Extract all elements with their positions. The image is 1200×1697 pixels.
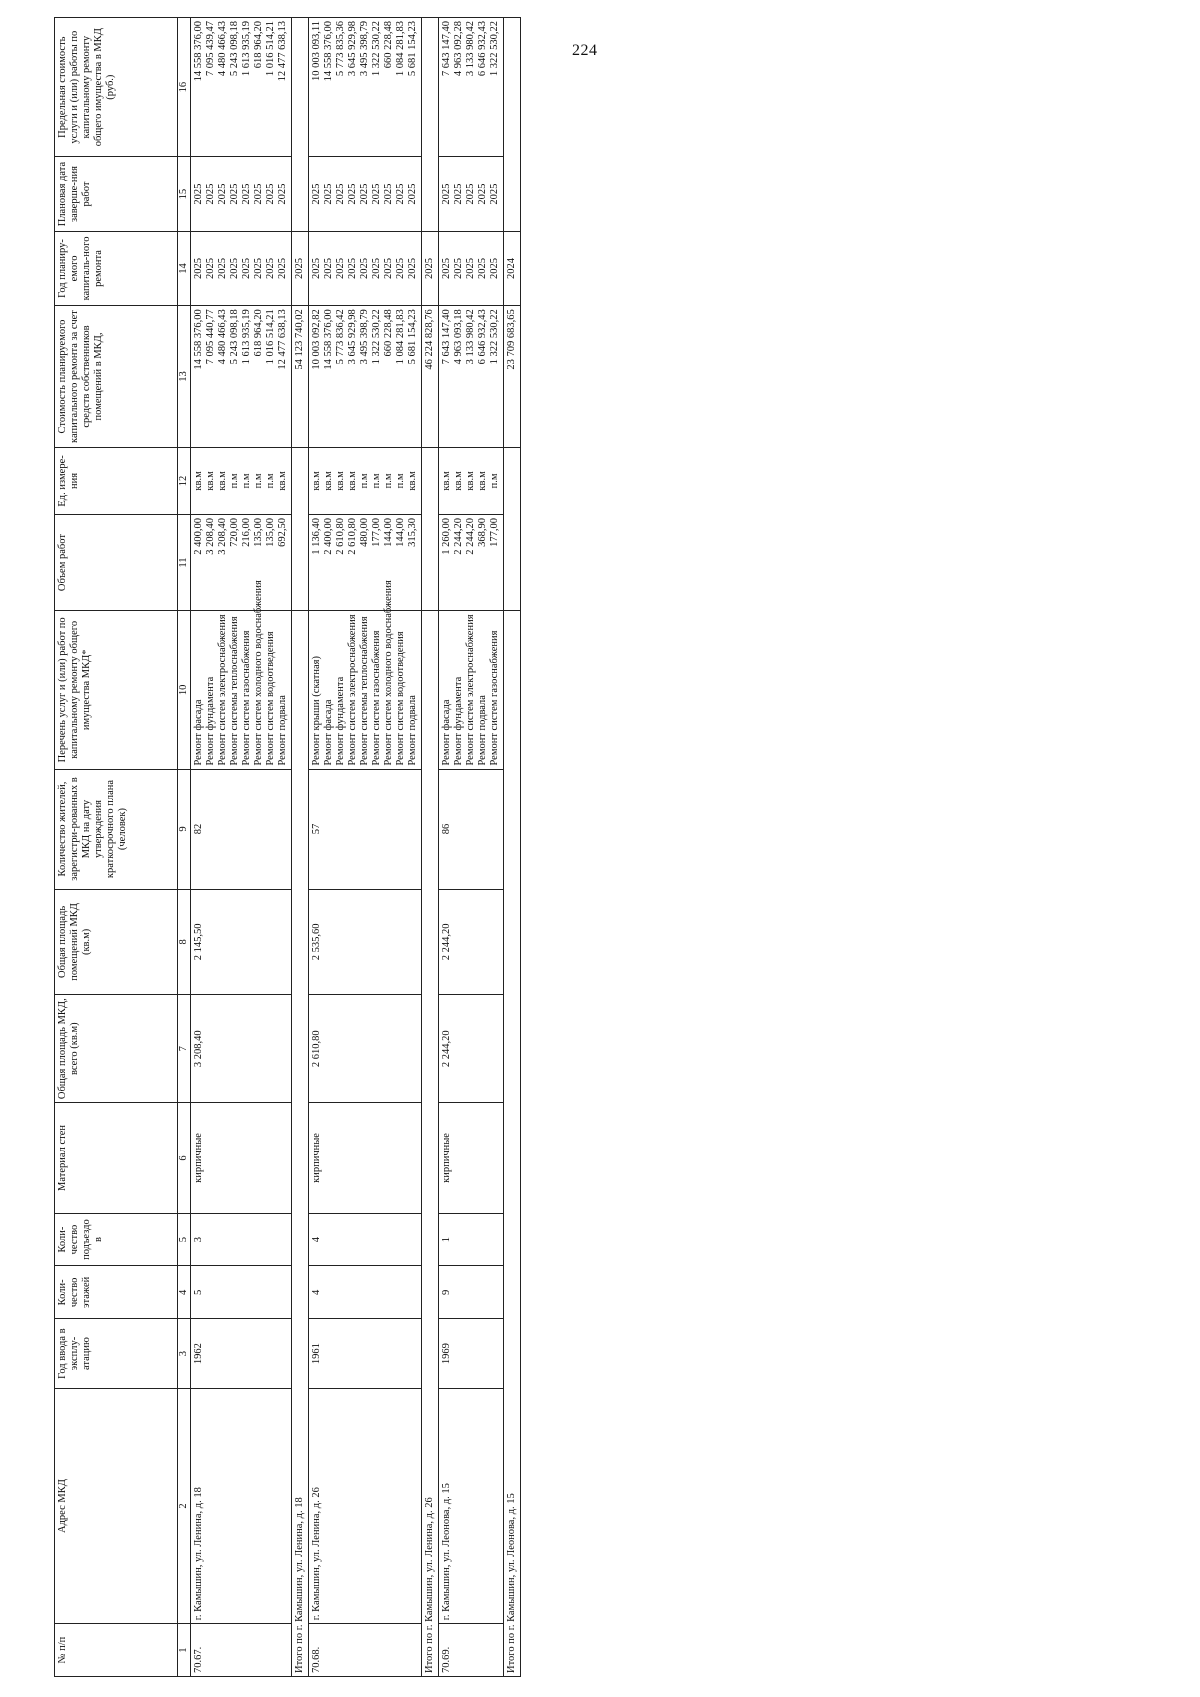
finish-date-list [191,157,292,231]
work-plan-year: 2025 [453,257,464,279]
header-cell: Коли-чество подъездо в [55,1213,178,1266]
page-number: 224 [572,42,598,59]
work-cost: 618 964,20 [253,309,264,357]
work-volume: 135,00 [253,518,264,547]
wall-material-cell: кирпичные [439,1103,504,1213]
total-label: Итого по г. Камышин, ул. Ленина, д. 18 [292,611,309,1677]
column-number: 1 [178,1624,191,1677]
work-finish-date: 2025 [371,183,382,205]
work-name: Ремонт фундамента [453,676,464,766]
work-finish-date: 2025 [335,183,346,205]
limit-cost-list [439,18,504,157]
work-plan-year: 2025 [371,257,382,279]
work-cost: 1 322 530,22 [489,309,500,365]
work-limit-cost: 3 645 929,98 [347,21,358,77]
work-volume: 144,00 [383,518,394,547]
work-volume: 480,00 [359,518,370,547]
work-unit: п.м [253,473,264,489]
total-year: 2025 [422,231,439,305]
work-unit: кв.м [477,471,488,491]
work-limit-cost: 10 003 093,11 [311,21,322,81]
work-cost: 10 003 092,82 [311,309,322,370]
work-name: Ремонт фасада [193,699,204,766]
column-number: 4 [178,1266,191,1319]
work-name: Ремонт систем водоотведения [395,631,406,766]
work-name: Ремонт фасада [323,699,334,766]
work-finish-date: 2025 [489,183,500,205]
total-year: 2024 [504,231,521,305]
residents-cell: 57 [309,769,422,889]
work-unit: кв.м [205,471,216,491]
work-finish-date: 2025 [383,183,394,205]
work-finish-date: 2025 [395,183,406,205]
work-limit-cost: 14 558 376,00 [323,21,334,82]
work-volume: 177,00 [489,518,500,547]
work-limit-cost: 7 643 147,40 [441,21,452,77]
work-limit-cost: 5 773 835,36 [335,21,346,77]
column-number: 12 [178,447,191,514]
work-name: Ремонт систем водоотведения [265,631,276,766]
row-number: 70.68. [309,1624,422,1677]
column-number: 5 [178,1213,191,1266]
work-plan-year: 2025 [407,257,418,279]
residents-cell: 82 [191,769,292,889]
work-limit-cost: 5 681 154,23 [407,21,418,77]
work-limit-cost: 4 963 092,28 [453,21,464,77]
work-unit: кв.м [465,471,476,491]
work-cost: 7 095 440,77 [205,309,216,365]
plan-year-list [439,231,504,305]
volume-list [439,515,504,611]
year-built-cell: 1961 [309,1319,422,1389]
address-cell: г. Камышин, ул. Ленина, д. 18 [191,1388,292,1623]
column-number: 2 [178,1388,191,1623]
limit-cost-list [191,18,292,157]
work-volume: 1 260,00 [441,518,452,555]
column-number: 3 [178,1319,191,1389]
work-volume: 2 400,00 [193,518,204,555]
work-unit: кв.м [311,471,322,491]
header-cell: Адрес МКД [55,1388,178,1623]
total-label: Итого по г. Камышин, ул. Ленина, д. 26 [422,611,439,1677]
work-cost: 660 228,48 [383,309,394,357]
work-finish-date: 2025 [265,183,276,205]
work-cost: 1 016 514,21 [265,309,276,365]
work-cost: 5 773 836,42 [335,309,346,365]
total-area-cell: 3 208,40 [191,995,292,1103]
row-number: 70.67. [191,1624,292,1677]
work-limit-cost: 12 477 638,13 [277,21,288,82]
table-body [191,18,521,1677]
work-volume: 368,90 [477,518,488,547]
column-number: 9 [178,769,191,889]
entrances-cell: 4 [309,1213,422,1266]
wall-material-cell: кирпичные [191,1103,292,1213]
column-number: 13 [178,306,191,448]
work-name: Ремонт подвала [277,695,288,766]
work-volume: 177,00 [371,518,382,547]
rooms-area-cell: 2 244,20 [439,889,504,995]
work-volume: 1 136,40 [311,518,322,555]
work-plan-year: 2025 [277,257,288,279]
total-cost: 54 123 740,02 [292,306,309,448]
capital-repair-plan-table [54,17,521,1677]
work-unit: кв.м [441,471,452,491]
work-finish-date: 2025 [477,183,488,205]
column-number: 8 [178,889,191,995]
work-plan-year: 2025 [489,257,500,279]
work-finish-date: 2025 [359,183,370,205]
work-unit: кв.м [217,471,228,491]
work-name: Ремонт подвала [477,695,488,766]
entrances-cell: 3 [191,1213,292,1266]
work-volume: 216,00 [241,518,252,547]
works-list [309,580,422,769]
rooms-area-cell: 2 145,50 [191,889,292,995]
work-plan-year: 2025 [323,257,334,279]
work-limit-cost: 3 495 398,79 [359,21,370,77]
address-cell: г. Камышин, ул. Ленина, д. 26 [309,1388,422,1623]
work-plan-year: 2025 [311,257,322,279]
column-number: 10 [178,611,191,769]
volume-list [309,515,422,611]
work-volume: 2 400,00 [323,518,334,555]
header-cell: Год планиру-емого капиталь-ного ремонта [55,231,178,305]
total-year: 2025 [292,231,309,305]
cost-list [439,306,504,448]
empty-cell [292,447,309,610]
work-plan-year: 2025 [395,257,406,279]
limit-cost-list [309,18,422,157]
work-unit: п.м [383,473,394,489]
work-limit-cost: 1 613 935,19 [241,21,252,77]
work-cost: 1 613 935,19 [241,309,252,365]
work-unit: п.м [395,473,406,489]
work-plan-year: 2025 [477,257,488,279]
work-cost: 5 681 154,23 [407,309,418,365]
empty-cell [422,18,439,232]
work-volume: 3 208,40 [205,518,216,555]
total-area-cell: 2 244,20 [439,995,504,1103]
year-built-cell: 1969 [439,1319,504,1389]
work-name: Ремонт системы теплоснабжения [359,616,370,766]
floors-cell: 5 [191,1266,292,1319]
empty-cell [504,447,521,610]
work-volume: 315,30 [407,518,418,547]
work-volume: 144,00 [395,518,406,547]
work-plan-year: 2025 [359,257,370,279]
work-finish-date: 2025 [311,183,322,205]
work-plan-year: 2025 [229,257,240,279]
work-finish-date: 2025 [347,183,358,205]
residents-cell: 86 [439,769,504,889]
work-plan-year: 2025 [241,257,252,279]
finish-date-list [309,157,422,231]
unit-list [191,447,292,514]
work-cost: 4 480 466,43 [217,309,228,365]
work-limit-cost: 5 243 098,18 [229,21,240,77]
house-row [309,18,422,1677]
column-number-row [178,18,191,1677]
work-unit: п.м [241,473,252,489]
work-limit-cost: 1 322 530,22 [371,21,382,77]
work-volume: 3 208,40 [217,518,228,555]
floors-cell: 4 [309,1266,422,1319]
work-name: Ремонт фундамента [335,676,346,766]
work-limit-cost: 14 558 376,00 [193,21,204,82]
house-row [191,18,292,1677]
work-cost: 7 643 147,40 [441,309,452,365]
work-cost: 4 963 093,18 [453,309,464,365]
empty-cell [422,447,439,610]
work-finish-date: 2025 [441,183,452,205]
row-number: 70.69. [439,1624,504,1677]
total-row [504,18,521,1677]
work-volume: 135,00 [265,518,276,547]
work-cost: 6 646 932,43 [477,309,488,365]
work-unit: кв.м [193,471,204,491]
column-number: 15 [178,157,191,231]
work-finish-date: 2025 [407,183,418,205]
header-cell: Плановая дата заверше-ния работ [55,157,178,231]
work-plan-year: 2025 [253,257,264,279]
header-cell: Материал стен [55,1103,178,1213]
work-unit: кв.м [323,471,334,491]
header-cell: Общая площадь МКД, всего (кв.м) [55,995,178,1103]
work-volume: 2 610,80 [347,518,358,555]
total-row [422,18,439,1677]
work-limit-cost: 7 095 439,47 [205,21,216,77]
header-cell: № п/п [55,1624,178,1677]
header-cell: Количество жителей, зарегистри-рованных в МКД на дату утверждения краткосрочного плана (человек) [55,769,178,889]
column-number: 7 [178,995,191,1103]
work-plan-year: 2025 [347,257,358,279]
work-name: Ремонт системы теплоснабжения [229,616,240,766]
work-plan-year: 2025 [193,257,204,279]
column-number: 6 [178,1103,191,1213]
header-cell: Год ввода в эксплу-атацию [55,1319,178,1389]
unit-list [309,447,422,514]
work-unit: кв.м [453,471,464,491]
empty-cell [292,18,309,232]
work-plan-year: 2025 [217,257,228,279]
work-finish-date: 2025 [453,183,464,205]
column-number: 16 [178,18,191,157]
empty-cell [504,18,521,232]
work-name: Ремонт систем газоснабжения [489,630,500,766]
work-unit: п.м [371,473,382,489]
work-plan-year: 2025 [383,257,394,279]
header-cell: Предельная стоимость услуги и (или) работы по капитальному ремонту общего имущества в МКД (руб.) [55,18,178,157]
work-name: Ремонт систем электроснабжения [217,614,228,766]
work-finish-date: 2025 [205,183,216,205]
volume-list [191,515,292,611]
address-cell: г. Камышин, ул. Леонова, д. 15 [439,1388,504,1623]
work-unit: кв.м [277,471,288,491]
work-name: Ремонт подвала [407,695,418,766]
total-cost: 23 709 683,65 [504,306,521,448]
work-volume: 720,00 [229,518,240,547]
work-cost: 5 243 098,18 [229,309,240,365]
header-cell: Коли-чество этажей [55,1266,178,1319]
work-name: Ремонт систем газоснабжения [241,630,252,766]
work-cost: 14 558 376,00 [193,309,204,370]
work-unit: кв.м [347,471,358,491]
work-finish-date: 2025 [241,183,252,205]
header-cell: Ед. измере-ния [55,447,178,514]
work-finish-date: 2025 [217,183,228,205]
work-name: Ремонт фундамента [205,676,216,766]
work-plan-year: 2025 [265,257,276,279]
work-cost: 3 133 980,42 [465,309,476,365]
header-cell: Стоимость планируемого капитального ремонта за счет средств собственников помещений в МКД, [55,306,178,448]
works-list [191,580,292,769]
work-limit-cost: 6 646 932,43 [477,21,488,77]
work-unit: п.м [359,473,370,489]
work-cost: 3 645 929,98 [347,309,358,365]
work-cost: 14 558 376,00 [323,309,334,370]
work-name: Ремонт фасада [441,699,452,766]
column-number: 14 [178,231,191,305]
work-unit: п.м [489,473,500,489]
finish-date-list [439,157,504,231]
work-finish-date: 2025 [465,183,476,205]
work-finish-date: 2025 [229,183,240,205]
year-built-cell: 1962 [191,1319,292,1389]
work-limit-cost: 618 964,20 [253,21,264,69]
work-finish-date: 2025 [323,183,334,205]
cost-list [309,306,422,448]
work-name: Ремонт систем холодного водоснабжения [383,580,394,766]
plan-year-list [309,231,422,305]
house-row [439,18,504,1677]
work-limit-cost: 1 084 281,83 [395,21,406,77]
work-limit-cost: 660 228,48 [383,21,394,69]
total-row [292,18,309,1677]
header-cell: Общая площадь помещений МКД (кв.м) [55,889,178,995]
work-cost: 12 477 638,13 [277,309,288,370]
work-name: Ремонт систем электроснабжения [347,614,358,766]
work-name: Ремонт систем газоснабжения [371,630,382,766]
work-cost: 3 495 398,79 [359,309,370,365]
cost-list [191,306,292,448]
plan-year-list [191,231,292,305]
work-name: Ремонт крыши (скатная) [311,656,322,766]
work-plan-year: 2025 [465,257,476,279]
header-row [55,18,178,1677]
entrances-cell: 1 [439,1213,504,1266]
work-volume: 692,50 [277,518,288,547]
work-unit: кв.м [407,471,418,491]
work-volume: 2 244,20 [465,518,476,555]
work-limit-cost: 4 480 466,43 [217,21,228,77]
header-cell: Перечень услуг и (или) работ по капитальному ремонту общего имущества МКД* [55,611,178,769]
total-cost: 46 224 828,76 [422,306,439,448]
work-limit-cost: 1 322 530,22 [489,21,500,77]
work-cost: 1 084 281,83 [395,309,406,365]
work-volume: 2 244,20 [453,518,464,555]
work-plan-year: 2025 [205,257,216,279]
wall-material-cell: кирпичные [309,1103,422,1213]
work-unit: кв.м [335,471,346,491]
work-unit: п.м [265,473,276,489]
floors-cell: 9 [439,1266,504,1319]
total-label: Итого по г. Камышин, ул. Леонова, д. 15 [504,611,521,1677]
works-list [439,611,504,769]
work-limit-cost: 1 016 514,21 [265,21,276,77]
header-cell: Объем работ [55,515,178,611]
work-plan-year: 2025 [335,257,346,279]
work-name: Ремонт систем электроснабжения [465,614,476,766]
work-volume: 2 610,80 [335,518,346,555]
work-unit: п.м [229,473,240,489]
work-finish-date: 2025 [253,183,264,205]
total-area-cell: 2 610,80 [309,995,422,1103]
work-name: Ремонт систем холодного водоснабжения [253,580,264,766]
work-plan-year: 2025 [441,257,452,279]
rooms-area-cell: 2 535,60 [309,889,422,995]
work-finish-date: 2025 [193,183,204,205]
work-finish-date: 2025 [277,183,288,205]
work-limit-cost: 3 133 980,42 [465,21,476,77]
unit-list [439,447,504,514]
column-number: 11 [178,515,191,611]
work-cost: 1 322 530,22 [371,309,382,365]
